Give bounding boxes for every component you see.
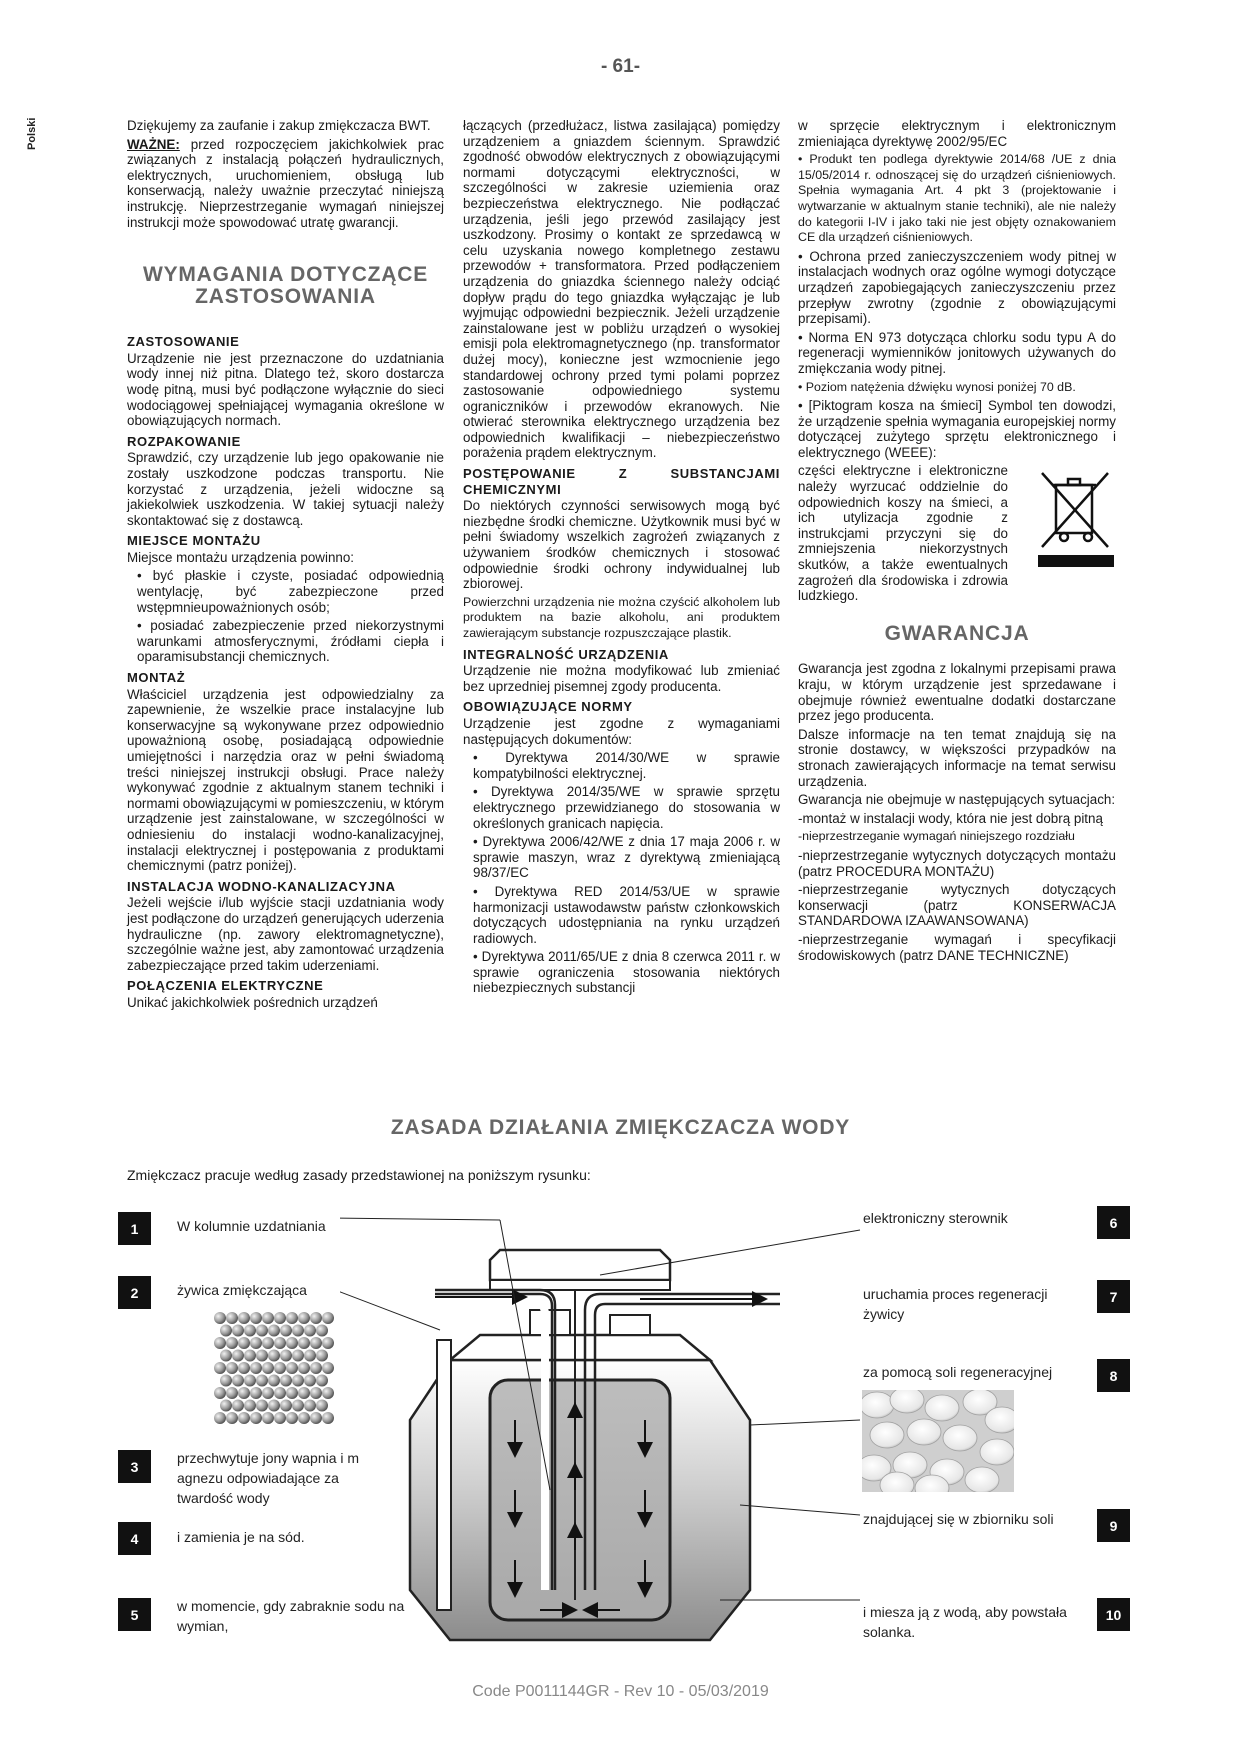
bullet-col3-3: • Norma EN 973 dotycząca chlorku sodu typu A do regeneracji wymienników jonitowych używanych do zmiękczania wody pitnej. [798,329,1116,376]
heading-zastosowanie: ZASTOSOWANIE [127,334,240,350]
step-badge-1: 1 [118,1212,151,1245]
step-badge-7: 7 [1097,1280,1130,1313]
heading-rozpakowanie: ROZPAKOWANIE [127,433,241,449]
warranty-p3: Gwarancja nie obejmuje w następujących sytuacjach: [798,792,1116,808]
text-miejsce: Miejsce montażu urządzenia powinno: [127,549,355,565]
text-normy-cont: w sprzęcie elektrycznym i elektronicznym zmieniająca dyrektywę 2002/95/EC [798,118,1116,149]
text-rozpakowanie: Sprawdzić, czy urządzenie lub jego opakowanie nie zostały uszkodzone podczas transportu. Nie korzystać z urządzenia, jeżeli widoczne są jakiekolwiek uszkodzenia. W takiej sytuacji należy skontaktować się z dostawcą. [127,450,444,528]
text-normy: Urządzenie jest zgodne z wymaganiami następujących dokumentów: [463,715,780,747]
column-2 [463,118,780,999]
warranty-p1: Gwarancja jest zgodna z lokalnymi przepisami prawa kraju, w którym urządzenie jest sprzedawane i obejmuje również ewentualne dodatki dostarczane przez jego producenta. [798,661,1116,724]
warranty-item-5: -nieprzestrzeganie wymagań i specyfikacji środowiskowych (patrz DANE TECHNICZNE) [798,931,1116,963]
text-zastosowanie: Urządzenie nie jest przeznaczone do uzdatniania wody innej niż pitna. Dlatego też, skoro dostarcza wodę pitną, musi być podłączone wyłącznie do sieci wodociągowej spełniającej wymagania określone w obowiązujących normach. [127,350,444,429]
column-3 [798,118,1116,966]
step-label-3: przechwytuje jony wapnia i m agnezu odpowiadające za twardość wody [177,1450,360,1506]
heading-miejsce: MIEJSCE MONTAŻU [127,533,261,549]
warranty-p2: Dalsze informacje na ten temat znajdują się na stronie dostawcy, w większości przypadków na stronach zawierających informacje na temat serwisu urządzenia. [798,726,1116,789]
heading-instalacja: INSTALACJA WODNO-KANALIZACYJNA [127,878,396,894]
step-badge-6: 6 [1097,1206,1130,1239]
intro-text: Dziękujemy za zaufanie i zakup zmiękczacza BWT. [127,118,431,133]
language-tab-label: Polski [26,117,38,150]
column-1 [127,118,444,1014]
bullet-col3-1: • Produkt ten podlega dyrektywie 2014/68 /UE z dnia 15/05/2014 r. odnoszącej się do urządzeń ciśnieniowych. Spełnia wymagania Art. 4 pkt 3 (projektowanie i wytwarzanie w aktualnym stanie techniki), ale nie należy do kategorii I-IV i jako taki nie jest objęty oznakowaniem CE dla urządzeń ciśnieniowych. [798,152,1116,245]
bullet-normy-2: • Dyrektywa 2014/35/WE w sprawie sprzętu elektrycznego przewidzianego do stosowania w określonych granicach napięcia. [473,784,780,831]
step-label-4: i zamienia je na sód. [177,1529,305,1545]
text-montaz: Właściciel urządzenia jest odpowiedzialny za zapewnienie, że wszelkie prace instalacyjne lub konserwacyjne są wykonywane przez odpowiednio upoważnioną osobę, posiadającą odpowiednie umiejętności i narzędzia oraz w pełni świadomą treści niniejszej instrukcji obsługi. Prace należy wykonywać zgodnie z aktualnym stanem techniki i normami obowiązującymi w pomieszczeniu, w którym urządzenie jest zainstalowane, w szczególności w odniesieniu do instalacji wodno-kanalizacyjnej, instalacji elektrycznej i postępowania z produktami chemicznymi (patrz poniżej). [127,686,445,874]
step-label-6-text: elektroniczny sterownik [863,1210,1008,1226]
heading-integralnosc: INTEGRALNOŚĆ URZĄDZENIA [463,646,669,662]
text-integralnosc: Urządzenie nie można modyfikować lub zmieniać bez uprzedniej pisemnej zgody producenta. [463,663,780,694]
bullet-miejsce-1: • być płaskie i czyste, posiadać odpowiednią wentylację, być zabezpieczone przed wstępmnieupoważnionych osób; [137,568,444,615]
step-badge-3: 3 [118,1450,151,1483]
step-badge-9: 9 [1097,1509,1130,1542]
warranty-item-2: -nieprzestrzeganie wymagań niniejszego rozdziału [798,829,1075,844]
bullet-normy-5: • Dyrektywa 2011/65/UE z dnia 8 czerwca 2011 r. w sprawie ograniczenia stosowania niektórych niebezpiecznych substancji [473,949,780,996]
text-chem-2: Powierzchni urządzenia nie można czyścić alkoholem lub produktem na bazie alkoholu, ani produktem zawierającym substancje rozpuszczające plastik. [463,594,780,640]
bullet-normy-1: • Dyrektywa 2014/30/WE w sprawie kompatybilności elektrycznej. [473,750,780,781]
step-badge-5: 5 [118,1598,151,1631]
text-chem: Do niektórych czynności serwisowych mogą być niezbędne środki chemiczne. Użytkownik musi być w pełni świadomy wszelkich zagrożeń związanych z używaniem środków chemicznych i stosować odpowiednie środki ochrony indywidualnej lub zbiorowej. [463,498,780,592]
diagram-intro: Zmiękczacz pracuje według zasady przedstawionej na poniższym rysunku: [127,1167,591,1183]
step-label-9: znajdującej się w zbiorniku soli [863,1511,1054,1527]
salt-tablets-image [862,1390,1014,1492]
heading-polaczenia: POŁĄCZENIA ELEKTRYCZNE [127,978,324,994]
weee-text: części elektryczne i elektroniczne należy wyrzucać oddzielnie do odpowiednich koszy na śmieci, a ich utylizacja zgodnie z instrukcjami przyczyni się do zmniejszenia niekorzystnych skutków, a także ewentualnych zagrożeń dla środowiska i zdrowia ludzkiego. [798,463,1008,604]
step-label-5: w momencie, gdy zabraknie sodu na wymian, [177,1598,405,1634]
important-text: przed rozpoczęciem jakichkolwiek prac związanych z instalacją połączeń hydraulicznych, elektrycznych, uruchomieniem, obsługą lub konserwacją, należy uważnie przeczytać niniejszą instrukcję. Nieprzestrzeganie wymagań niniejszej instrukcji może spowodować utratę gwarancji. [127,136,444,230]
step-label-1: W kolumnie uzdatniania [177,1218,326,1234]
bullet-miejsce-2: • posiadać zabezpieczenie przed niekorzystnymi warunkami atmosferycznymi, źródłami ciepła i oparamisubstancji chemicznych. [137,618,444,665]
warranty-item-1: -montaż w instalacji wody, która nie jest dobrą pitną [798,810,1103,826]
bullet-col3-5: • [Piktogram kosza na śmieci] Symbol ten dowodzi, że urządzenie spełnia wymagania europejskiej normy dotyczącej zużytego sprzętu elektronicznego i elektrycznego (WEEE): [798,398,1116,460]
warranty-item-3: -nieprzestrzeganie wytycznych dotyczących montażu (patrz PROCEDURA MONTAŻU) [798,847,1116,879]
heading-normy: OBOWIĄZUJĄCE NORMY [463,699,633,715]
step-badge-10: 10 [1097,1598,1130,1631]
weee-bin-icon [1038,467,1114,567]
diagram-title: ZASADA DZIAŁANIA ZMIĘKCZACZA WODY [390,1116,851,1139]
text-instalacja: Jeżeli wejście i/lub wyjście stacji uzdatniania wody jest podłączone do urządzeń generujących uderzenia hydrauliczne (np. zawory elektromagnetyczne), szczególnie ważne jest, aby zamontować urządzenia zabezpieczające przed takim uderzeniami. [127,895,444,973]
footer-code: Code P0011144GR - Rev 10 - 05/03/2019 [472,1683,769,1700]
language-tab [26,117,66,160]
text-polaczenia: Unikać jakichkolwiek pośrednich urządzeń [127,994,378,1010]
bullet-col3-2: • Ochrona przed zanieczyszczeniem wody pitnej w instalacjach wodnych oraz ogólne wymogi dotyczące urządzeń zapobiegających zanieczyszczeniu przez przepływ zwrotny (zgodnie z obowiązującymi przepisami). [798,248,1116,327]
step-label-7: uruchamia proces regeneracji żywicy [863,1286,1048,1322]
warranty-item-4: -nieprzestrzeganie wytycznych dotyczących konserwacji (patrz KONSERWACJA STANDARDOWA IZAAWANSOWANA) [798,882,1116,929]
step-badge-4: 4 [118,1522,151,1555]
requirements-title: WYMAGANIA DOTYCZĄCE ZASTOSOWANIA [142,263,429,309]
softener-diagram [340,1190,880,1650]
step-label-10: i miesza ją z wodą, aby powstała solanka. [863,1604,1067,1640]
text-polaczenia-cont: łączących (przedłużacz, listwa zasilająca) pomiędzy urządzeniem a gniazdem ściennym. Sprawdzić zgodność obwodów elektrycznych z obowiązującymi normami dotyczącymi elektryczności, w szczególności w zakresie uziemienia oraz bezpieczeństwa elektrycznego. Nie podłączać urządzenia, jeśli jego przewód zasilający jest uszkodzony. Prosimy o kontakt ze sprzedawcą w celu uzyskania nowego kompletnego zestawu przewodów + transformatora. Przed podłączeniem urządzenia do gniazdka ściennego należy odciąć dopływ prądu do tego gniazdka wyłączając je lub wyjmując odpowiedni bezpiecznik. Jeżeli urządzenie zainstalowane jest w pobliżu urządzeń o wysokiej emisji pola elektromagnetycznego (np. transformator dużej mocy), konieczne jest wzmocnienie jego standardowej ochrony przed tymi polami poprzez zastosowanie odpowiedniego systemu ograniczników i przewodów ekranowych. Nie otwierać sterownika elektrycznego urządzenia bez odpowiednich kwalifikacji – niebezpieczeństwo porażenia prądem elektrycznym. [463,118,780,461]
bullet-normy-3: • Dyrektywa 2006/42/WE z dnia 17 maja 2006 r. w sprawie maszyn, wraz z dyrektywą zmieniającą 98/37/EC [473,834,780,881]
important-label: WAŻNE: [127,136,180,152]
step-badge-8: 8 [1097,1359,1130,1392]
resin-beads-image [212,1310,334,1426]
step-badge-2: 2 [118,1276,151,1309]
step-label-2: żywica zmiękczająca [177,1282,307,1298]
page-number: - 61- [600,56,641,77]
heading-montaz: MONTAŻ [127,670,186,686]
weee-block [798,463,1116,603]
step-label-8: za pomocą soli regeneracyjnej [863,1364,1053,1380]
important-paragraph [127,137,444,231]
bullet-normy-4: • Dyrektywa RED 2014/53/UE w sprawie harmonizacji ustawodawstw państw członkowskich dotyczących udostępniania na rynku urządzeń radiowych. [473,883,780,946]
warranty-title: GWARANCJA [884,621,1030,645]
bullet-col3-4: • Poziom natężenia dźwięku wynosi poniżej 70 dB. [798,379,1076,394]
heading-chem: POSTĘPOWANIE Z SUBSTANCJAMI CHEMICZNYMI [463,466,780,497]
